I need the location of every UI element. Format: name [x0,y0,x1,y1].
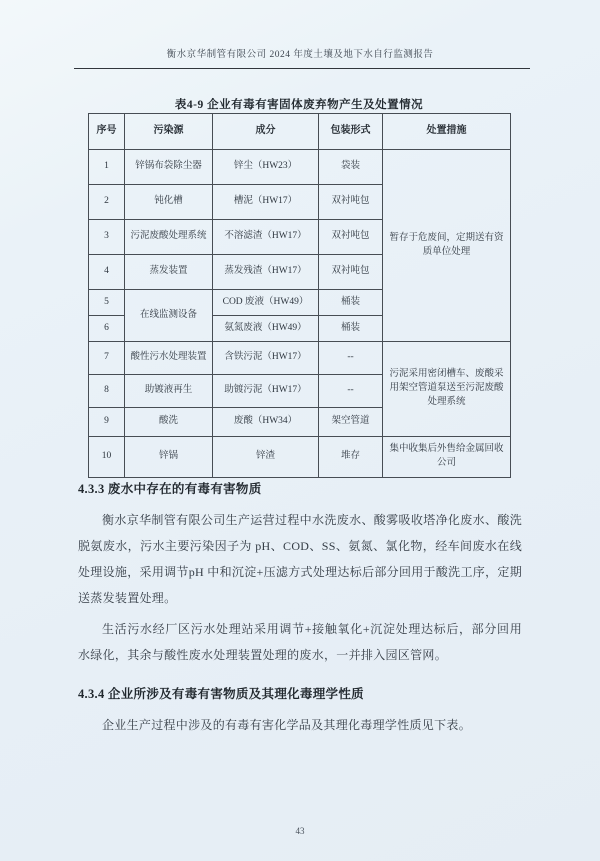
cell-source: 酸洗 [125,408,213,437]
paragraph: 企业生产过程中涉及的有毒有害化学品及其理化毒理学性质见下表。 [102,718,472,732]
header-divider [74,68,530,69]
paragraph: 衡水京华制管有限公司生产运营过程中水洗废水、酸雾吸收塔净化废水、酸洗脱氨废水，污水主要污染因子为 pH、COD、SS、氨氮、氯化物，经车间废水在线处理设施，采用调节pH 中和沉淀+压滤方式处理达标后部分回用于酸洗工序，定期送蒸发装置处理。 [78,513,522,605]
cell-component: 蒸发残渣（HW17） [213,255,319,290]
cell-disposal-merged: 暂存于危废间，定期送有资质单位处理 [383,150,511,342]
cell-no: 6 [89,316,125,342]
cell-packaging: 袋装 [319,150,383,185]
cell-packaging: 堆存 [319,437,383,478]
hazardous-waste-table [88,113,511,478]
cell-source: 助镀液再生 [125,375,213,408]
table-row [89,437,511,478]
cell-component: 含铁污泥（HW17） [213,342,319,375]
table-row [89,150,511,185]
cell-packaging: 双衬吨包 [319,255,383,290]
cell-source: 酸性污水处理装置 [125,342,213,375]
cell-no: 9 [89,408,125,437]
cell-packaging: 双衬吨包 [319,185,383,220]
cell-component: COD 废液（HW49） [213,290,319,316]
table-header-row [89,114,511,150]
body-content [78,479,522,743]
col-header-disposal: 处置措施 [383,114,511,150]
cell-no: 3 [89,220,125,255]
cell-disposal: 集中收集后外售给金属回收公司 [383,437,511,478]
document-header-title: 衡水京华制管有限公司 2024 年度土壤及地下水自行监测报告 [166,50,434,60]
cell-no: 7 [89,342,125,375]
cell-source: 锌锅 [125,437,213,478]
cell-no: 10 [89,437,125,478]
cell-source-merged: 在线监测设备 [125,290,213,342]
table-caption: 表4-9 企业有毒有害固体废弃物产生及处置情况 [174,99,424,111]
table-row [89,342,511,375]
cell-component: 槽泥（HW17） [213,185,319,220]
cell-source: 污泥废酸处理系统 [125,220,213,255]
cell-component: 不溶滤渣（HW17） [213,220,319,255]
paragraph: 生活污水经厂区污水处理站采用调节+接触氧化+沉淀处理达标后，部分回用水绿化，其余与酸性废水处理装置处理的废水，一并排入园区管网。 [78,622,522,662]
cell-packaging: 桶装 [319,290,383,316]
cell-no: 5 [89,290,125,316]
section-heading-4-3-4: 4.3.4 企业所涉及有毒有害物质及其理化毒理学性质 [78,687,364,701]
cell-source: 锌锅布袋除尘器 [125,150,213,185]
cell-source: 蒸发装置 [125,255,213,290]
page-number: 43 [295,826,305,836]
cell-component: 氨氮废液（HW49） [213,316,319,342]
col-header-source: 污染源 [125,114,213,150]
cell-packaging: 桶装 [319,316,383,342]
cell-packaging: -- [319,342,383,375]
cell-component: 助镀污泥（HW17） [213,375,319,408]
cell-packaging: 双衬吨包 [319,220,383,255]
col-header-no: 序号 [89,114,125,150]
col-header-packaging: 包装形式 [319,114,383,150]
cell-no: 1 [89,150,125,185]
cell-no: 4 [89,255,125,290]
cell-source: 钝化槽 [125,185,213,220]
cell-component: 废酸（HW34） [213,408,319,437]
cell-disposal-merged: 污泥采用密闭槽车、废酸采用架空管道泵送至污泥废酸处理系统 [383,342,511,437]
cell-component: 锌渣 [213,437,319,478]
cell-no: 8 [89,375,125,408]
col-header-component: 成分 [213,114,319,150]
cell-no: 2 [89,185,125,220]
section-heading-4-3-3: 4.3.3 废水中存在的有毒有害物质 [78,482,262,496]
cell-component: 锌尘（HW23） [213,150,319,185]
cell-packaging: 架空管道 [319,408,383,437]
cell-packaging: -- [319,375,383,408]
